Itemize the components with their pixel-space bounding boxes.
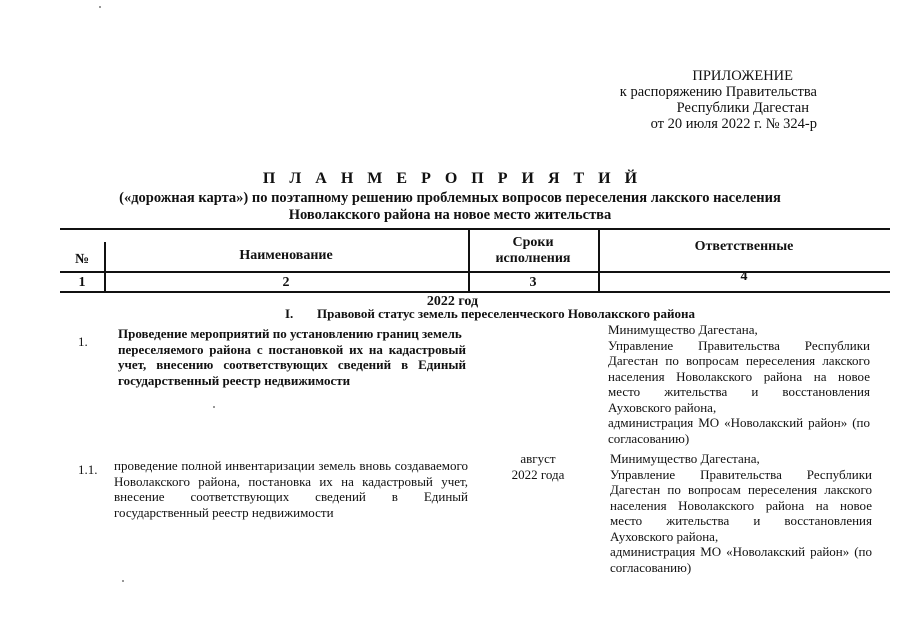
row-name — [114, 458, 468, 520]
responsible-line: место жительства и восстановления — [608, 384, 870, 399]
row-deadline — [506, 451, 570, 482]
appendix-date: от 20 июля 2022 г. № 324-р — [650, 116, 817, 132]
responsible-line: населения Новолакского района на новое — [610, 497, 872, 513]
responsible-line: администрация МО «Новолакский район» (по — [610, 544, 872, 559]
responsible-line: Дагестан по вопросам переселения лакского — [608, 353, 870, 368]
row-responsible — [608, 322, 870, 446]
appendix-block — [620, 68, 817, 132]
responsible-line: населения Новолакского района на новое — [608, 368, 870, 384]
responsible-line: Ауховского района, — [610, 528, 719, 544]
header-responsible: Ответственные — [694, 239, 794, 254]
column-number: 2 — [282, 275, 290, 290]
section-heading — [285, 306, 695, 322]
row-name — [118, 326, 466, 388]
scan-speck — [213, 406, 215, 408]
table-header — [60, 228, 890, 293]
document-subtitle — [60, 190, 840, 224]
deadline-year: 2022 года — [511, 466, 565, 482]
responsible-line: Управление Правительства Республики — [608, 337, 870, 353]
section-number: I. — [285, 306, 294, 321]
row-name-line: учет, внесению соответствующих сведений в Единый — [118, 357, 466, 372]
responsible-line: согласованию) — [610, 559, 692, 575]
appendix-title: ПРИЛОЖЕНИЕ — [692, 68, 793, 84]
row-name-line: проведение полной инвентаризации земель вновь создаваемого — [114, 458, 468, 473]
header-deadline — [468, 235, 598, 267]
subtitle-line: Новолакского района на новое место жительства — [288, 207, 612, 223]
responsible-line: место жительства и восстановления — [610, 513, 872, 528]
row-name-line: Проведение мероприятий по установлению границ земель — [118, 326, 462, 341]
header-number: № — [74, 252, 90, 267]
document-title: П Л А Н М Е Р О П Р И Я Т И Й — [262, 170, 643, 187]
row-number: 1.1. — [78, 462, 98, 477]
responsible-line: Дагестан по вопросам переселения лакского — [610, 482, 872, 497]
year-heading: 2022 год — [426, 294, 479, 309]
table-rule — [60, 228, 890, 230]
section-title: Правовой статус земель переселенческого Новолакского района — [317, 306, 695, 321]
responsible-line: администрация МО «Новолакский район» (по — [608, 415, 870, 430]
header-deadline-line: Сроки — [512, 235, 554, 250]
deadline-month: август — [520, 451, 556, 466]
responsible-line: Минимущество Дагестана, — [610, 451, 760, 466]
column-number: 3 — [529, 275, 537, 290]
responsible-line: согласованию) — [608, 430, 690, 446]
row-responsible — [610, 451, 872, 575]
row-name-line: государственный реестр недвижимости — [114, 504, 334, 520]
subtitle-line: («дорожная карта») по поэтапному решению проблемных вопросов переселения лакского населения — [119, 190, 781, 206]
column-number: 4 — [740, 269, 748, 284]
scan-speck — [99, 6, 101, 8]
row-name-line: внесение соответствующих сведений в Единый — [114, 489, 468, 504]
appendix-line: к распоряжению Правительства — [619, 84, 817, 100]
row-number: 1. — [78, 334, 88, 349]
header-deadline-line: исполнения — [495, 251, 571, 266]
scan-speck — [122, 580, 124, 582]
row-name-line: Новолакского района, постановка их на кадастровый учет, — [114, 473, 468, 489]
table-rule — [60, 291, 890, 293]
responsible-line: Управление Правительства Республики — [610, 466, 872, 482]
responsible-line: Ауховского района, — [608, 399, 717, 415]
responsible-line: Минимущество Дагестана, — [608, 322, 758, 337]
column-number: 1 — [78, 275, 86, 290]
header-name: Наименование — [239, 248, 333, 263]
row-name-line: государственный реестр недвижимости — [118, 372, 351, 388]
row-name-line: переселяемого района с постановкой их на кадастровый — [118, 341, 466, 357]
appendix-line: Республики Дагестан — [676, 100, 809, 116]
